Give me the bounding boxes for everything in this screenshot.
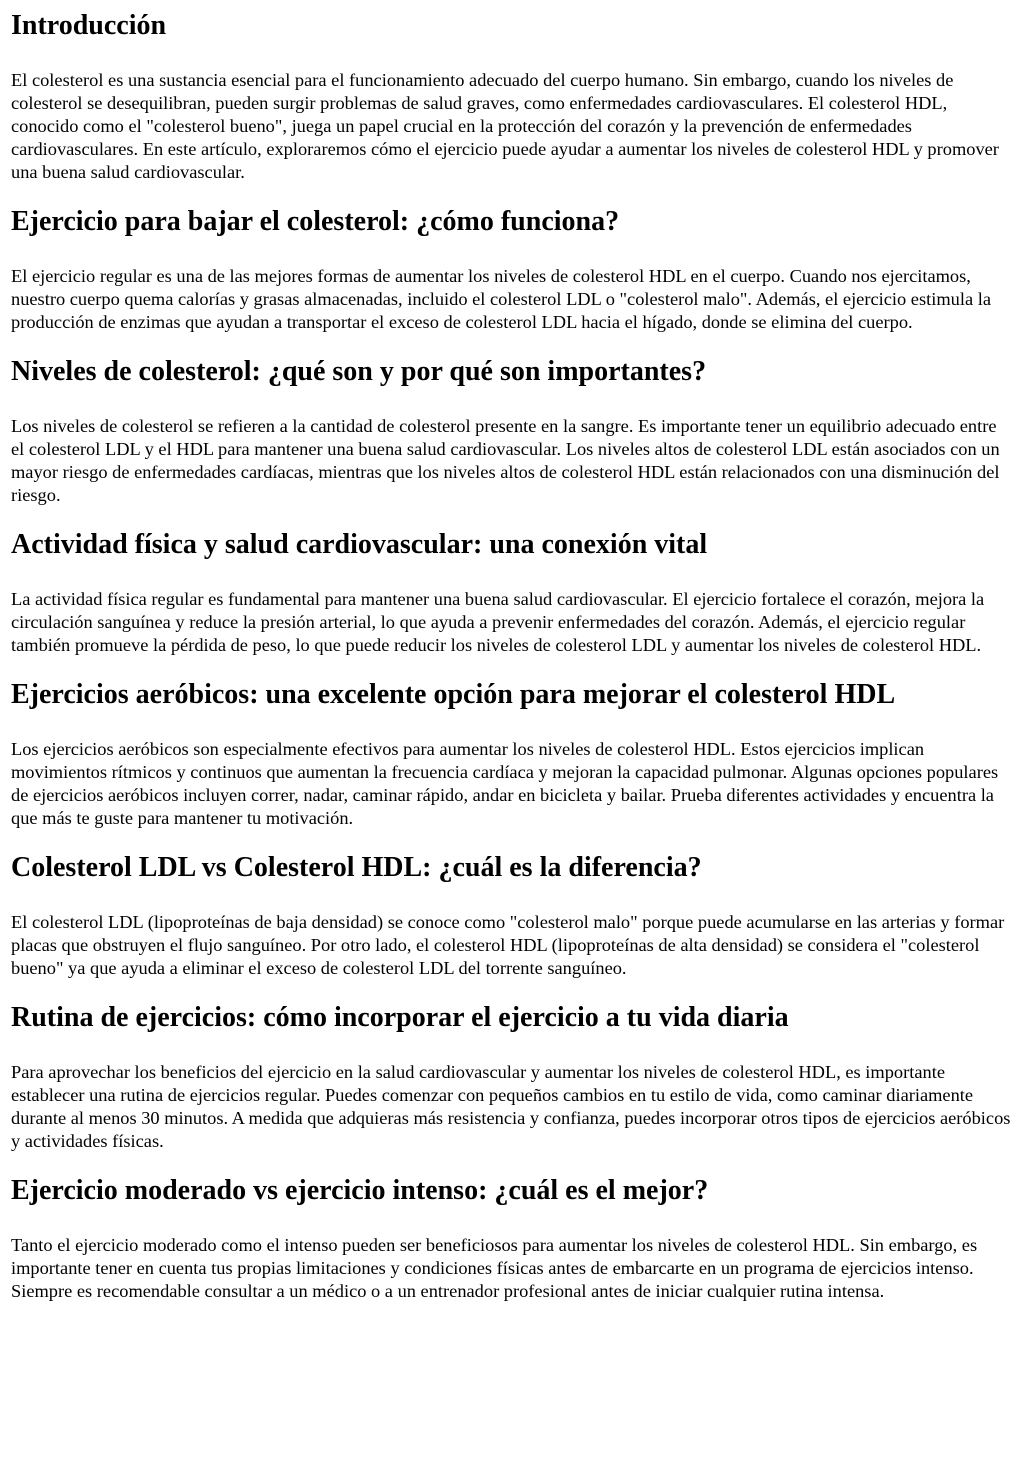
section-body-introduccion: El colesterol es una sustancia esencial para el funcionamiento adecuado del cuerpo humano. Sin embargo, cuando los niveles de colesterol se desequilibran, pueden surgir problemas de salud graves, como enfermedades cardiovasculares. El colesterol HDL, conocido como el "colesterol bueno", juega un papel crucial en la protección del corazón y la prevención de enfermedades cardiovasculares. En este artículo, exploraremos cómo el ejercicio puede ayudar a aumentar los niveles de colesterol HDL y promover una buena salud cardiovascular. [11,70,999,182]
section-title-ejercicios-aerobicos: Ejercicios aeróbicos: una excelente opción para mejorar el colesterol HDL [11,679,896,710]
section-body-actividad-fisica: La actividad física regular es fundamental para mantener una buena salud cardiovascular. El ejercicio fortalece el corazón, mejora la circulación sanguínea y reduce la presión arterial, lo que ayuda a prevenir enfermedades del corazón. Además, el ejercicio regular también promueve la pérdida de peso, lo que puede reducir los niveles de colesterol LDL y aumentar los niveles de colesterol HDL. [11,589,985,655]
section-title-ejercicio-bajar-colesterol: Ejercicio para bajar el colesterol: ¿cómo funciona? [11,206,620,237]
section-title-actividad-fisica: Actividad física y salud cardiovascular: una conexión vital [11,529,708,560]
section-title-rutina-ejercicios: Rutina de ejercicios: cómo incorporar el ejercicio a tu vida diaria [11,1002,789,1033]
section-title-introduccion: Introducción [11,10,167,41]
section-body-rutina-ejercicios: Para aprovechar los beneficios del ejercicio en la salud cardiovascular y aumentar los niveles de colesterol HDL, es importante establecer una rutina de ejercicios regular. Puedes comenzar con pequeños cambios en tu estilo de vida, como caminar diariamente durante al menos 30 minutos. A medida que adquieras más resistencia y confianza, puedes incorporar otros tipos de ejercicios aeróbicos y actividades físicas. [11,1062,1011,1151]
section-body-ejercicios-aerobicos: Los ejercicios aeróbicos son especialmente efectivos para aumentar los niveles de colesterol HDL. Estos ejercicios implican movimientos rítmicos y continuos que aumentan la frecuencia cardíaca y mejoran la capacidad pulmonar. Algunas opciones populares de ejercicios aeróbicos incluyen correr, nadar, caminar rápido, andar en bicicleta y bailar. Prueba diferentes actividades y encuentra la que más te guste para mantener tu motivación. [11,739,999,828]
section-body-ejercicio-bajar-colesterol: El ejercicio regular es una de las mejores formas de aumentar los niveles de colesterol HDL en el cuerpo. Cuando nos ejercitamos, nuestro cuerpo quema calorías y grasas almacenadas, incluido el colesterol LDL o "colesterol malo". Además, el ejercicio estimula la producción de enzimas que ayudan a transportar el exceso de colesterol LDL hacia el hígado, donde se elimina del cuerpo. [11,266,991,332]
section-body-moderado-vs-intenso: Tanto el ejercicio moderado como el intenso pueden ser beneficiosos para aumentar los niveles de colesterol HDL. Sin embargo, es importante tener en cuenta tus propias limitaciones y condiciones físicas antes de embarcarte en un programa de ejercicios intenso. Siempre es recomendable consultar a un médico o a un entrenador profesional antes de iniciar cualquier rutina intensa. [11,1235,978,1301]
article [0,10,1024,1303]
section-title-niveles-colesterol: Niveles de colesterol: ¿qué son y por qué son importantes? [11,356,707,387]
section-title-ldl-vs-hdl: Colesterol LDL vs Colesterol HDL: ¿cuál es la diferencia? [11,852,702,883]
section-body-ldl-vs-hdl: El colesterol LDL (lipoproteínas de baja densidad) se conoce como "colesterol malo" porque puede acumularse en las arterias y formar placas que obstruyen el flujo sanguíneo. Por otro lado, el colesterol HDL (lipoproteínas de alta densidad) se considera el "colesterol bueno" ya que ayuda a eliminar el exceso de colesterol LDL del torrente sanguíneo. [11,912,1005,978]
section-body-niveles-colesterol: Los niveles de colesterol se refieren a la cantidad de colesterol presente en la sangre. Es importante tener un equilibrio adecuado entre el colesterol LDL y el HDL para mantener una buena salud cardiovascular. Los niveles altos de colesterol LDL están asociados con un mayor riesgo de enfermedades cardíacas, mientras que los niveles altos de colesterol HDL están relacionados con una disminución del riesgo. [11,416,1000,505]
section-title-moderado-vs-intenso: Ejercicio moderado vs ejercicio intenso: ¿cuál es el mejor? [11,1175,709,1206]
